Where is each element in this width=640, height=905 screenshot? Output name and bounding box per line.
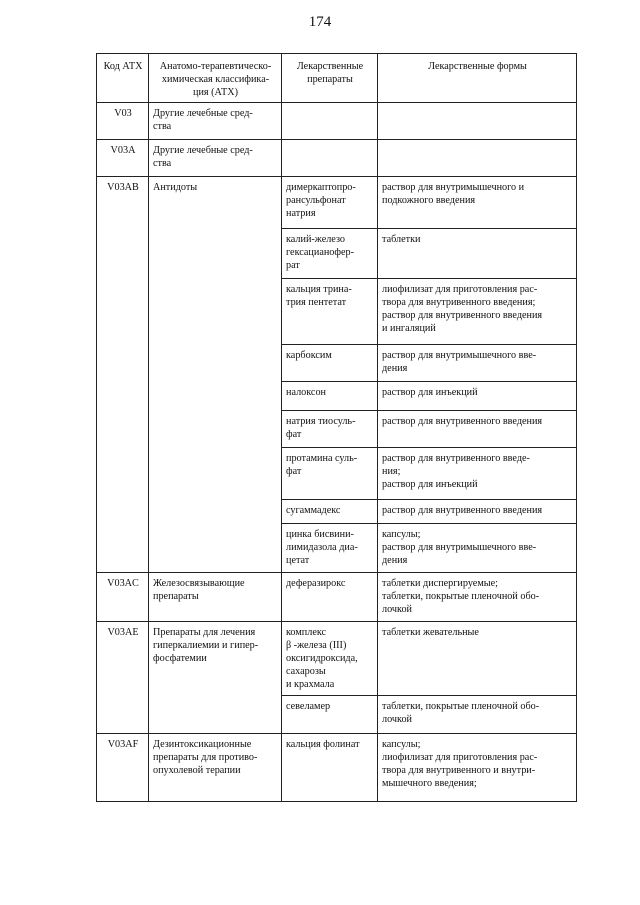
table-header-row [97,54,577,103]
atx-code-cell: V03A [97,140,149,177]
header-dosage-forms: Лекарственные формы [378,54,577,103]
atx-code-cell: V03AB [97,177,149,573]
atx-code-cell: V03AC [97,573,149,622]
dosage-form-cell: раствор для внутривенного введения [378,500,577,524]
table-row [97,103,577,140]
atx-classification-cell: Другие лечебные сред- ства [149,140,282,177]
drug-cell [282,140,378,177]
dosage-form-cell [378,103,577,140]
table-row [97,140,577,177]
atx-classification-table [96,53,577,802]
page-number: 174 [308,14,332,30]
atx-classification-cell: Препараты для лечения гиперкалиемии и гипер- фосфатемии [149,622,282,734]
atx-classification-cell: Другие лечебные сред- ства [149,103,282,140]
drug-cell: комплекс β -железа (III) оксигидроксида, сахарозы и крахмала [282,622,378,696]
dosage-form-cell: лиофилизат для приготовления рас- твора для внутривенного введения; раствор для внутривенного введения и ингаляций [378,279,577,345]
drug-cell: карбоксим [282,345,378,382]
table-row [97,734,577,802]
header-atx-code: Код АТХ [97,54,149,103]
table-row [97,622,577,696]
header-atx-classification: Анатомо-терапевтическо- химическая классифика- ция (АТХ) [149,54,282,103]
atx-classification-cell: Железосвязывающие препараты [149,573,282,622]
table-body [97,103,577,802]
atx-code-cell: V03AE [97,622,149,734]
drug-cell: кальция фолинат [282,734,378,802]
dosage-form-cell: раствор для внутримышечного вве- дения [378,345,577,382]
drug-cell: цинка бисвини- лимидазола диа- цетат [282,524,378,573]
table-row [97,177,577,229]
dosage-form-cell: капсулы; раствор для внутримышечного вве- дения [378,524,577,573]
header-drugs: Лекарственные препараты [282,54,378,103]
table-row [97,573,577,622]
atx-code-cell: V03 [97,103,149,140]
drug-cell: налоксон [282,382,378,411]
dosage-form-cell: таблетки [378,229,577,279]
dosage-form-cell: таблетки диспергируемые; таблетки, покрытые пленочной обо- лочкой [378,573,577,622]
drug-cell: натрия тиосуль- фат [282,411,378,448]
drug-cell: протамина суль- фат [282,448,378,500]
drug-cell: севеламер [282,696,378,734]
drug-cell: деферазирокс [282,573,378,622]
dosage-form-cell: раствор для внутривенного введения [378,411,577,448]
drug-cell: димеркаптопро- pансульфонат натрия [282,177,378,229]
drug-cell: сугаммадекс [282,500,378,524]
drug-cell: кальция трина- трия пентетат [282,279,378,345]
dosage-form-cell: таблетки, покрытые пленочной обо- лочкой [378,696,577,734]
drug-cell [282,103,378,140]
dosage-form-cell: раствор для внутримышечного и подкожного введения [378,177,577,229]
drug-cell: калий-железо гексацианофер- рат [282,229,378,279]
dosage-form-cell: капсулы; лиофилизат для приготовления рас- твора для внутривенного и внутри- мышечного введения; [378,734,577,802]
dosage-form-cell: раствор для инъекций [378,382,577,411]
dosage-form-cell: раствор для внутривенного введе- ния; раствор для инъекций [378,448,577,500]
atx-classification-cell: Антидоты [149,177,282,573]
dosage-form-cell: таблетки жевательные [378,622,577,696]
atx-classification-cell: Дезинтоксикационные препараты для противо- опухолевой терапии [149,734,282,802]
dosage-form-cell [378,140,577,177]
atx-code-cell: V03AF [97,734,149,802]
